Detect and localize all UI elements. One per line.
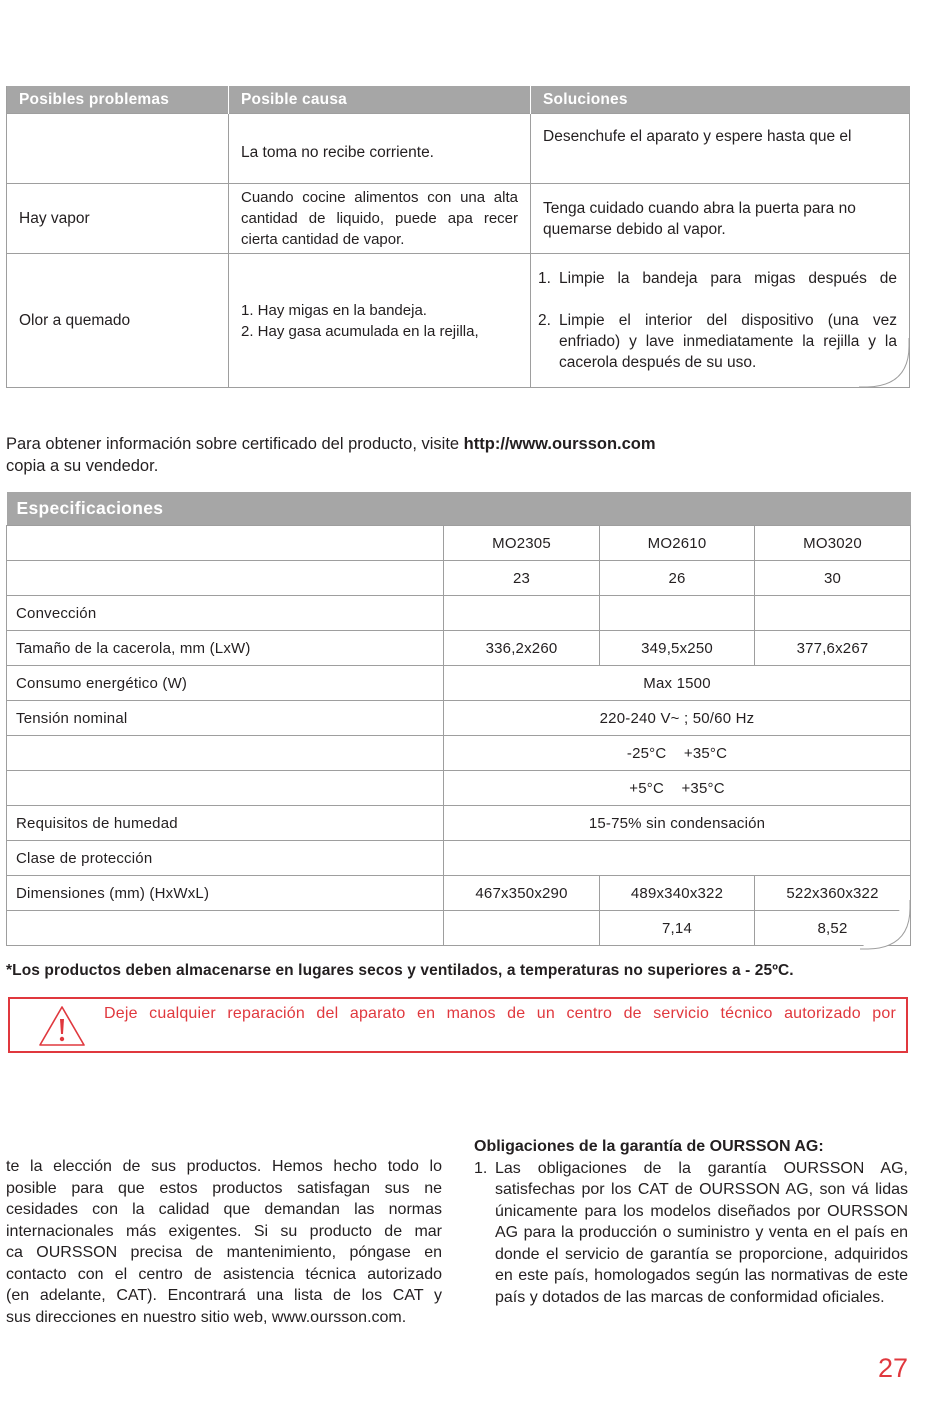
spec-label: Tamaño de la cacerola, mm (LxW)	[7, 631, 444, 666]
warranty-list-item	[474, 1158, 908, 1309]
table-row	[7, 184, 910, 254]
list-text: Limpie el interior del dispositivo (una vez enfriado) y lave inmediatamente la rejilla y la cacerola después de su uso.	[559, 312, 897, 371]
troubleshooting-table	[6, 86, 910, 388]
table-row	[7, 736, 911, 771]
spec-label: Clase de protección	[7, 841, 444, 876]
list-text: Limpie la bandeja para migas después de	[559, 270, 897, 287]
spec-label: Dimensiones (mm) (HxWxL)	[7, 876, 444, 911]
spec-label	[7, 771, 444, 806]
spec-value-merged	[444, 841, 911, 876]
page-number: 27	[877, 1353, 908, 1383]
spec-label	[7, 526, 444, 561]
problem-cell	[7, 114, 229, 184]
spec-value: 336,2x260	[444, 631, 600, 666]
table-row	[7, 701, 911, 736]
list-number: 1.	[474, 1159, 488, 1177]
cause-line: 2. Hay gasa acumulada en la rejilla,	[241, 322, 479, 340]
paragraph-line: (en adelante, CAT). Encontrará una lista de los CAT y	[6, 1287, 442, 1304]
spec-value	[600, 596, 755, 631]
specifications-body	[7, 526, 911, 946]
specifications-title: Especificaciones	[7, 492, 911, 526]
spec-value: 30	[755, 561, 911, 596]
certificate-link[interactable]: http://www.oursson.com	[463, 435, 656, 453]
table-corner-curve	[859, 338, 911, 390]
spec-label: Tensión nominal	[7, 701, 444, 736]
spec-value	[755, 596, 911, 631]
header-cause: Posible causa	[229, 86, 531, 114]
spec-value: 23	[444, 561, 600, 596]
table-row	[7, 771, 911, 806]
spec-label	[7, 561, 444, 596]
paragraph-line: posible para que estos productos satisfagan sus ne	[6, 1179, 442, 1197]
cause-line: 1. Hay migas en la bandeja.	[241, 301, 427, 319]
spec-value: 8,52	[755, 911, 911, 946]
warranty-title: Obligaciones de la garantía de OURSSON AG:	[474, 1138, 824, 1155]
paragraph-line: internacionales más exigentes. Si su producto de mar	[6, 1222, 442, 1240]
problem-cell: Olor a quemado	[7, 254, 229, 388]
cause-cell: Cuando cocine alimentos con una alta cantidad de liquido, puede apa recer cierta cantidad de vapor.	[229, 184, 531, 254]
table-row	[7, 841, 911, 876]
certificate-paragraph	[6, 433, 906, 477]
spec-value: 7,14	[600, 911, 755, 946]
table-row	[7, 254, 910, 388]
warning-triangle-icon	[38, 1005, 86, 1047]
spec-value-merged: 220-240 V~ ; 50/60 Hz	[444, 701, 911, 736]
list-text: Las obligaciones de la garantía OURSSON AG, satisfechas por los CAT de OURSSON AG, son vá lidas únicamente para los modelos diseñados por OURSSON AG para la producción o suministro y venta en el país en donde el servicio de garantía se proporcione, adquiridos en este país, homologados según las normativas de este país y dotados de las marcas de conformidad oficiales.	[495, 1159, 908, 1306]
certificate-text: Para obtener información sobre certificado del producto, visite	[6, 435, 464, 453]
table-row	[7, 911, 911, 946]
intro-paragraph	[6, 1156, 442, 1328]
spec-label	[7, 911, 444, 946]
cause-cell: La toma no recibe corriente.	[229, 114, 531, 184]
spec-value	[444, 596, 600, 631]
spec-value: 377,6x267	[755, 631, 911, 666]
table-row	[7, 631, 911, 666]
warning-box	[8, 997, 908, 1053]
storage-note: *Los productos deben almacenarse en lugares secos y ventilados, a temperaturas no superiores a - 25ºC.	[6, 962, 794, 979]
spec-value-merged: Max 1500	[444, 666, 911, 701]
spec-label	[7, 736, 444, 771]
cause-cell	[229, 254, 531, 388]
table-corner-curve	[860, 900, 912, 952]
solution-list-item	[538, 268, 897, 289]
spec-value: 522x360x322	[755, 876, 911, 911]
spec-label: Convección	[7, 596, 444, 631]
header-problems: Posibles problemas	[7, 86, 229, 114]
problem-cell: Hay vapor	[7, 184, 229, 254]
spec-value: 467x350x290	[444, 876, 600, 911]
spec-label: Consumo energético (W)	[7, 666, 444, 701]
list-number: 2.	[538, 312, 551, 329]
spec-value-merged: -25°C +35°C	[444, 736, 911, 771]
spec-value-merged: +5°C +35°C	[444, 771, 911, 806]
solution-cell: Desenchufe el aparato y espere hasta que el	[531, 114, 910, 184]
solution-cell: Tenga cuidado cuando abra la puerta para no quemarse debido al vapor.	[531, 184, 910, 254]
paragraph-line: sus direcciones en nuestro sitio web, www.oursson.com.	[6, 1308, 407, 1326]
spec-value: 26	[600, 561, 755, 596]
list-number: 1.	[538, 270, 551, 287]
paragraph-line: contacto con el centro de asistencia técnica autorizado	[6, 1265, 442, 1283]
spec-value: MO2610	[600, 526, 755, 561]
spec-value	[444, 911, 600, 946]
table-row	[7, 666, 911, 701]
solution-cell	[531, 254, 910, 388]
warranty-section	[474, 1136, 908, 1308]
spec-label: Requisitos de humedad	[7, 806, 444, 841]
header-solutions: Soluciones	[531, 86, 910, 114]
spec-value: 489x340x322	[600, 876, 755, 911]
table-row	[7, 114, 910, 184]
spec-value: 349,5x250	[600, 631, 755, 666]
certificate-text-after: copia a su vendedor.	[6, 457, 159, 475]
warning-text: Deje cualquier reparación del aparato en manos de un centro de servicio técnico autorizado por	[104, 1005, 896, 1022]
specifications-table	[6, 492, 911, 946]
table-row	[7, 806, 911, 841]
paragraph-line: cesidades con la calidad que demandan las normas	[6, 1201, 442, 1218]
solution-list-item	[538, 310, 897, 373]
table-row	[7, 526, 911, 561]
spec-value: MO3020	[755, 526, 911, 561]
spec-value-merged: 15-75% sin condensación	[444, 806, 911, 841]
paragraph-line: ca OURSSON precisa de mantenimiento, póngase en	[6, 1244, 442, 1261]
paragraph-line: te la elección de sus productos. Hemos hecho todo lo	[6, 1158, 442, 1175]
troubleshooting-header-row	[7, 86, 910, 114]
table-row	[7, 561, 911, 596]
spec-value: MO2305	[444, 526, 600, 561]
table-row	[7, 876, 911, 911]
table-row	[7, 596, 911, 631]
